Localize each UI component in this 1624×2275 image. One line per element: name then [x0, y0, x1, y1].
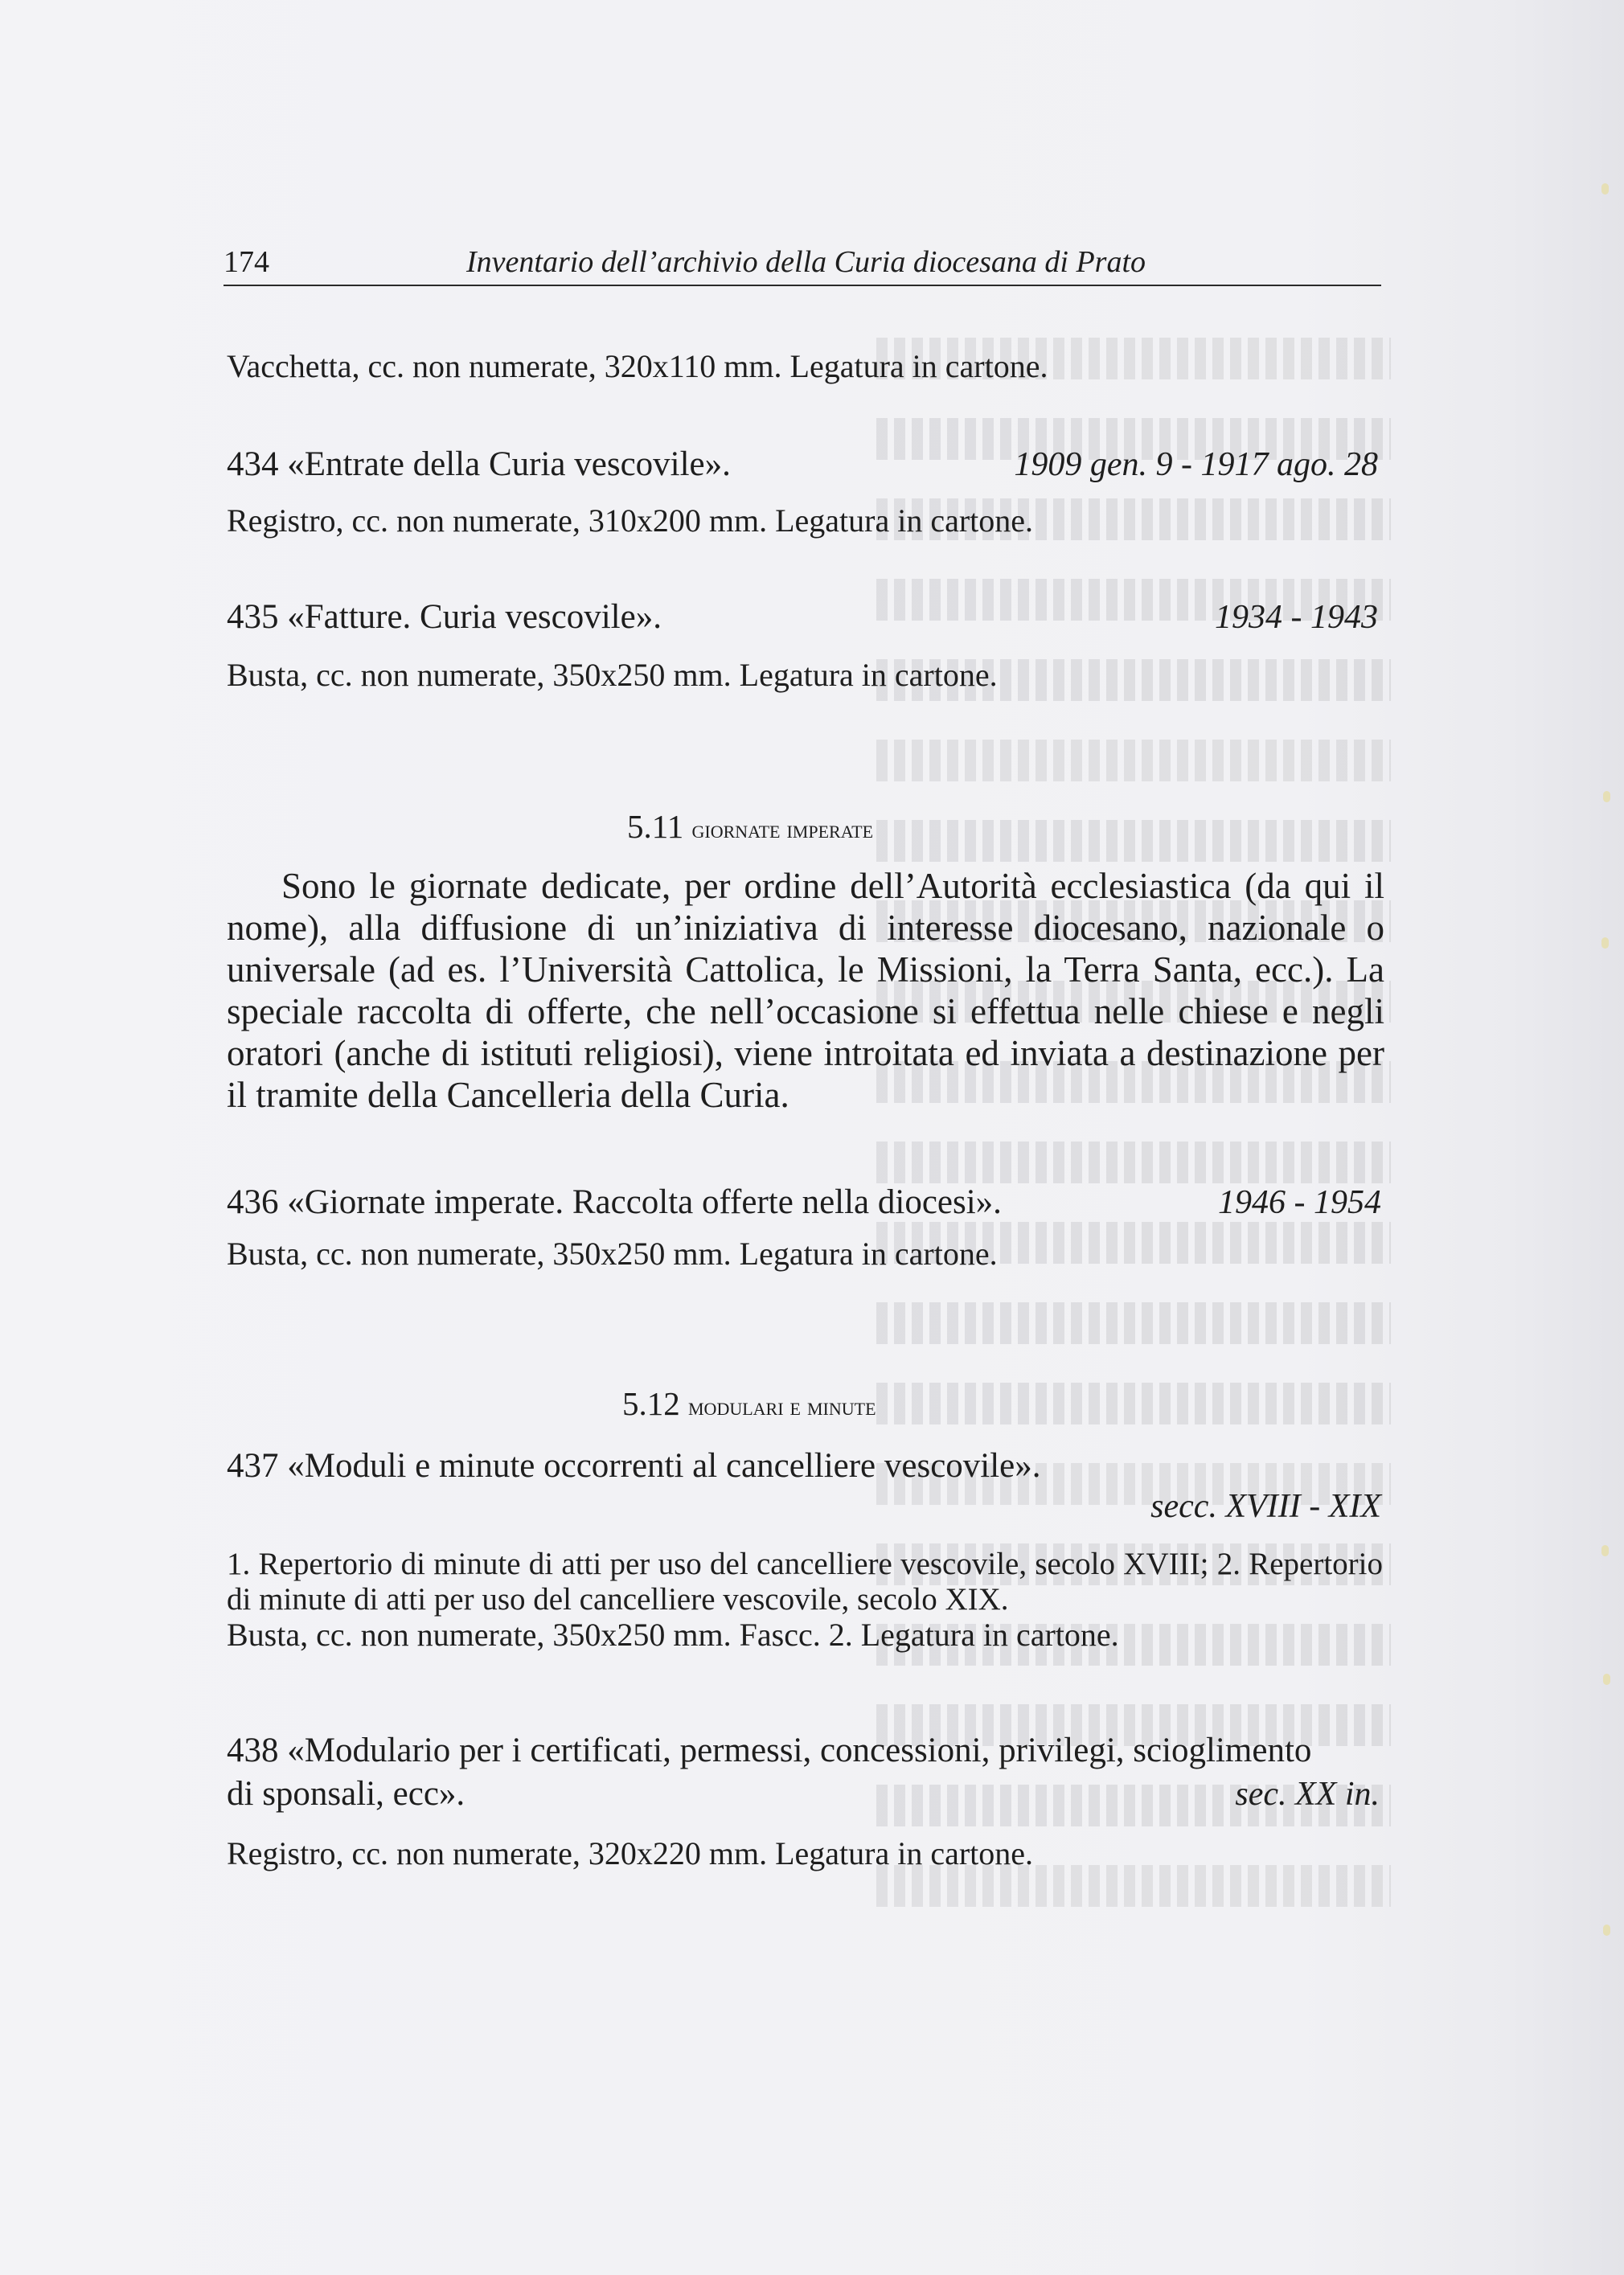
paper-speck — [1603, 1925, 1610, 1936]
section-5-11-paragraph-text: Sono le giornate dedicate, per ordine dell’Autorità ecclesiastica (da qui il nome), alla diffusione di un’iniziativa di interesse diocesano, nazionale o universale (ad es. l’Università Cattolica, le Missioni, la Terra Santa, ecc.). La speciale raccolta di offerte, che nell’occasione si effettua nelle chiese e negli oratori (anche di istituti religiosi), viene introitata ed inviata a destinazione per il tramite della Cancelleria della Curia. — [227, 866, 1384, 1115]
section-5-11-paragraph — [227, 865, 1384, 1116]
section-5-11-title: giornate imperate — [691, 814, 874, 843]
entry-438-date: sec. XX in. — [1235, 1776, 1380, 1813]
entry-437-title: 437 «Moduli e minute occorrenti al cancelliere vescovile». — [227, 1447, 1041, 1485]
entry-434-title: 434 «Entrate della Curia vescovile». — [227, 445, 731, 483]
entry-434-date: 1909 gen. 9 - 1917 ago. 28 — [1014, 446, 1378, 483]
show-through-text — [876, 338, 1391, 1945]
entry-438-title-line-2: di sponsali, ecc». — [227, 1775, 465, 1813]
continuation-line: Vacchetta, cc. non numerate, 320x110 mm. Legatura in cartone. — [227, 348, 1048, 384]
entry-436-description: Busta, cc. non numerate, 350x250 mm. Legatura in cartone. — [227, 1236, 998, 1272]
entry-437-date: secc. XVIII - XIX — [1150, 1488, 1381, 1525]
section-5-11-number: 5.11 — [627, 808, 684, 845]
entry-434-description: Registro, cc. non numerate, 310x200 mm. Legatura in cartone. — [227, 502, 1034, 539]
entry-438-description: Registro, cc. non numerate, 320x220 mm. Legatura in cartone. — [227, 1835, 1034, 1871]
section-5-12-number: 5.12 — [622, 1385, 680, 1422]
entry-435-title: 435 «Fatture. Curia vescovile». — [227, 598, 662, 636]
entry-435-date: 1934 - 1943 — [1215, 599, 1378, 636]
entry-435-description: Busta, cc. non numerate, 350x250 mm. Legatura in cartone. — [227, 657, 998, 693]
entry-438-title-line-1: 438 «Modulario per i certificati, permessi, concessioni, privilegi, scioglimento — [227, 1732, 1312, 1769]
page-header — [224, 241, 1381, 286]
paper-speck — [1601, 1545, 1609, 1556]
paper-speck — [1601, 183, 1609, 195]
paper-speck — [1603, 791, 1610, 802]
entry-437-contents-text: 1. Repertorio di minute di atti per uso del cancelliere vescovile, secolo XVIII; 2. Repertorio di minute di atti per uso del cancelliere vescovile, secolo XIX. — [227, 1547, 1383, 1617]
entry-437-contents — [227, 1547, 1383, 1617]
entry-436-date: 1946 - 1954 — [1218, 1184, 1381, 1221]
section-5-12-heading — [622, 1384, 876, 1425]
paper-speck — [1601, 937, 1609, 949]
entry-436-title: 436 «Giornate imperate. Raccolta offerte nella diocesi». — [227, 1183, 1002, 1221]
entry-437-description: Busta, cc. non numerate, 350x250 mm. Fascc. 2. Legatura in cartone. — [227, 1617, 1119, 1653]
section-5-12-title: modulari e minute — [688, 1392, 876, 1420]
page-number: 174 — [224, 245, 269, 279]
section-5-11-heading — [627, 807, 873, 848]
running-title: Inventario dell’archivio della Curia diocesana di Prato — [466, 245, 1146, 279]
paper-speck — [1603, 1674, 1610, 1685]
